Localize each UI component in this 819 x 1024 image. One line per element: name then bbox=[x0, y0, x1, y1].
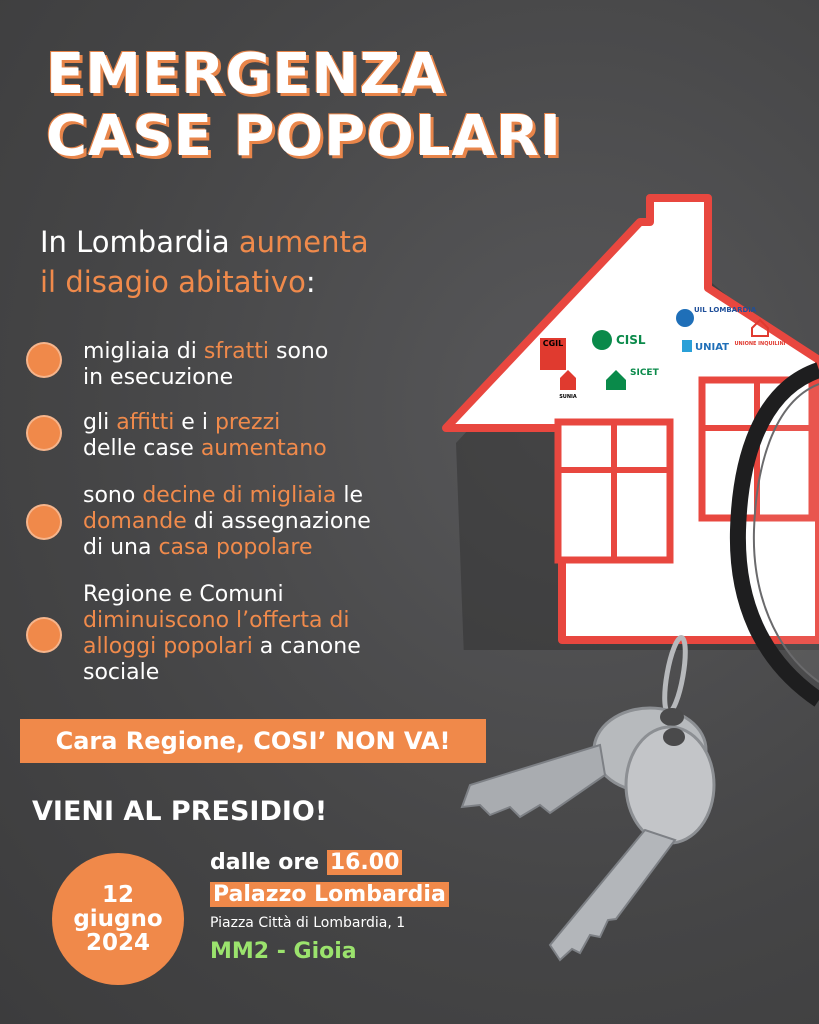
date-day: 12 bbox=[101, 882, 134, 908]
keys-icon bbox=[440, 635, 730, 965]
svg-text:CGIL: CGIL bbox=[542, 339, 564, 348]
svg-text:UNIONE INQUILINI: UNIONE INQUILINI bbox=[734, 341, 786, 347]
event-metro: MM2 - Gioia bbox=[210, 939, 357, 964]
bullet-text-2: gli affitti e i prezzi delle case aumentano bbox=[83, 410, 327, 461]
bullet-text-4: Regione e Comuni diminuiscono l’offerta di alloggi popolari a canone sociale bbox=[83, 582, 361, 685]
bullet-dot bbox=[28, 417, 60, 449]
intro-text: In Lombardia aumenta il disagio abitativo: bbox=[40, 225, 369, 299]
bullet-text-1: migliaia di sfratti sono in esecuzione bbox=[83, 339, 329, 390]
event-address: Piazza Città di Lombardia, 1 bbox=[210, 915, 406, 931]
bullet-dot bbox=[28, 344, 60, 376]
title-line-1: EMERGENZA bbox=[46, 42, 446, 107]
call-to-action: VIENI AL PRESIDIO! bbox=[32, 796, 328, 827]
date-badge bbox=[52, 853, 184, 985]
logo-uniat bbox=[682, 340, 729, 353]
bullet-dot bbox=[28, 619, 60, 651]
svg-text:SICET: SICET bbox=[630, 368, 659, 378]
svg-text:CISL: CISL bbox=[616, 333, 646, 347]
title-line-2: CASE POPOLARI bbox=[46, 104, 562, 169]
event-venue: Palazzo Lombardia bbox=[210, 882, 449, 907]
svg-text:UIL LOMBARDIA: UIL LOMBARDIA bbox=[694, 306, 757, 314]
house-window-left bbox=[558, 422, 670, 560]
date-month: giugno bbox=[73, 906, 163, 932]
event-time: dalle ore 16.00 bbox=[210, 850, 402, 875]
magnifying-glass-icon bbox=[720, 360, 819, 720]
date-year: 2024 bbox=[85, 930, 150, 956]
svg-text:UNIAT: UNIAT bbox=[695, 342, 729, 353]
logo-cgil bbox=[540, 338, 566, 370]
bullet-text-3: sono decine di migliaia le domande di assegnazione di una casa popolare bbox=[83, 483, 371, 560]
bullet-dot bbox=[28, 506, 60, 538]
slogan-text: Cara Regione, COSI’ NON VA! bbox=[55, 727, 451, 755]
svg-text:SUNIA: SUNIA bbox=[559, 394, 577, 400]
slogan-banner bbox=[20, 719, 486, 763]
